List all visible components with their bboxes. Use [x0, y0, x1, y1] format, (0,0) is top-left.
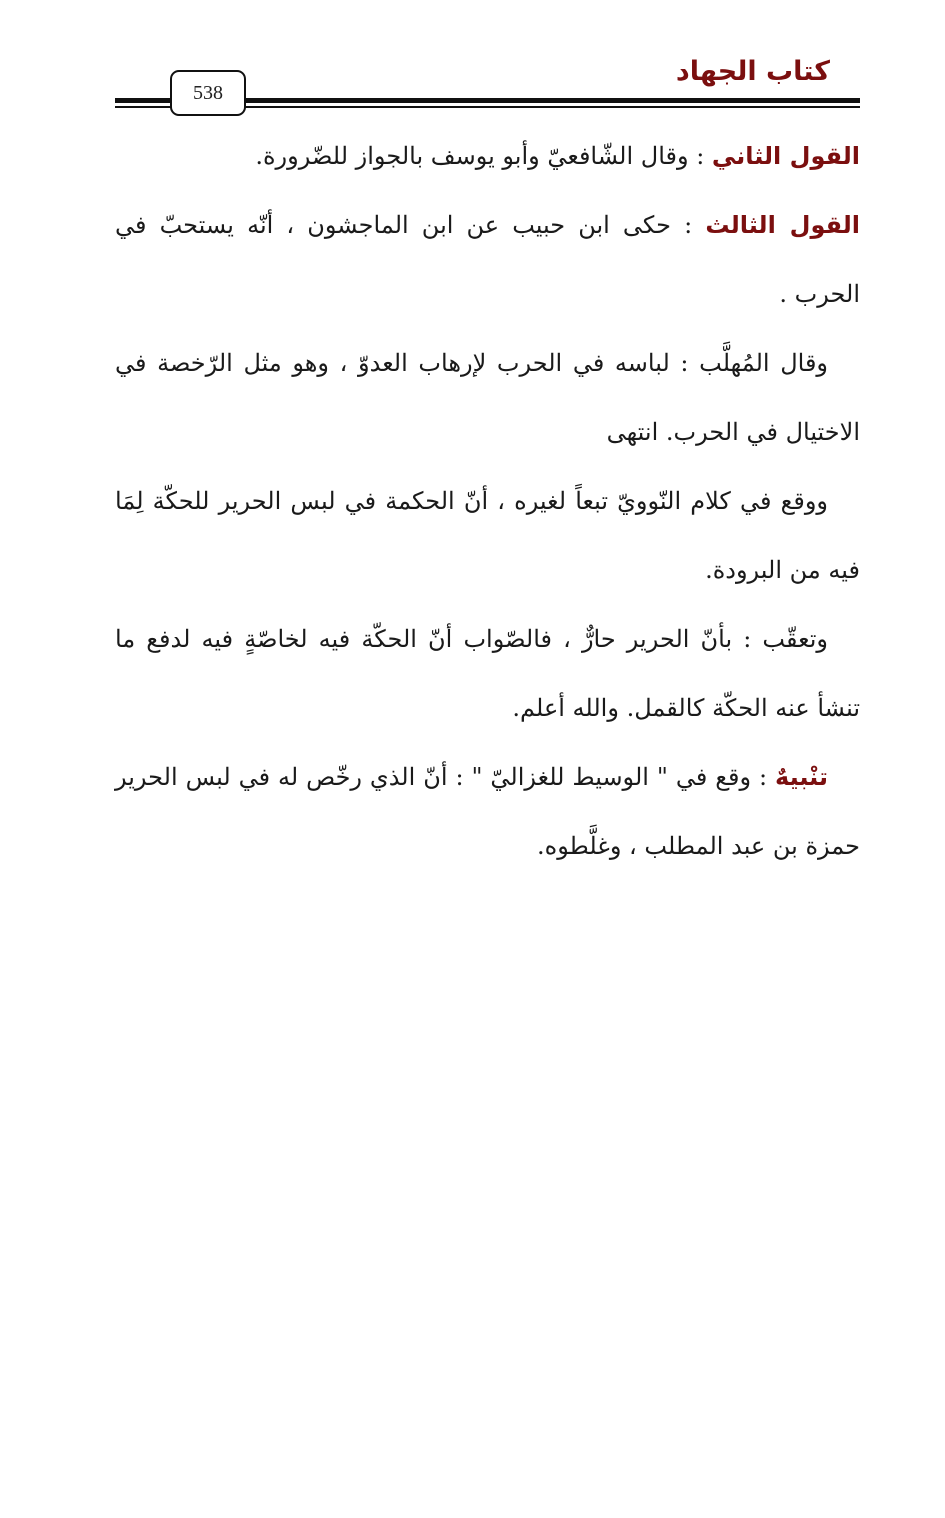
- page-number: 538: [170, 70, 246, 116]
- paragraph-nawawi: [115, 467, 860, 605]
- paragraph-second-opinion: [115, 122, 860, 191]
- paragraph-label: القول الثالث: [705, 211, 861, 239]
- paragraph-label: تنْبيهٌ: [775, 763, 828, 791]
- paragraph-text: ووقع في كلام النّوويّ تبعاً لغيره ، أنّ الحكمة في لبس الحرير للحكّة لِمَا فيه من البرودة.: [115, 487, 860, 584]
- paragraph-third-opinion: [115, 191, 860, 329]
- paragraph-text: وقال المُهلَّب : لباسه في الحرب لإرهاب العدوّ ، وهو مثل الرّخصة في الاختيال في الحرب. انتهى: [115, 349, 860, 446]
- paragraph-text: : وقال الشّافعيّ وأبو يوسف بالجواز للضّرورة.: [255, 142, 712, 170]
- paragraph-notice: [115, 743, 860, 881]
- paragraph-label: القول الثاني: [711, 142, 860, 170]
- paragraph-critique: [115, 605, 860, 743]
- paragraph-text: : وقع في " الوسيط للغزاليّ " : أنّ الذي رخّص له في لبس الحرير حمزة بن عبد المطلب ، وغلَّطوه.: [115, 763, 860, 860]
- page-body: [115, 122, 860, 881]
- paragraph-muhallab: [115, 329, 860, 467]
- paragraph-text: : حكى ابن حبيب عن ابن الماجشون ، أنّه يستحبّ في الحرب .: [115, 211, 860, 308]
- book-title: كتاب الجهاد: [675, 56, 830, 87]
- paragraph-text: وتعقّب : بأنّ الحرير حارٌّ ، فالصّواب أنّ الحكّة فيه لخاصّةٍ فيه لدفع ما تنشأ عنه الحكّة كالقمل. والله أعلم.: [115, 625, 860, 722]
